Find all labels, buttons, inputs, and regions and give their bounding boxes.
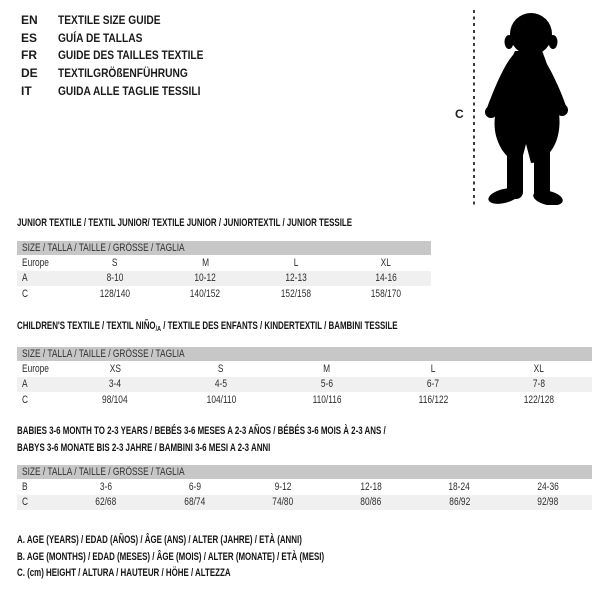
age-cell: 9-12 xyxy=(274,480,292,493)
legend-line-a: A. AGE (YEARS) / EDAD (AÑOS) / ÂGE (ANS) / ALTER (JAHRE) / ETÀ (ANNI) xyxy=(17,534,302,547)
children-size-table xyxy=(17,347,592,408)
row-label: B xyxy=(22,480,28,493)
height-cell: 74/80 xyxy=(272,496,294,509)
babies-section-title: BABIES 3-6 MONTH TO 2-3 YEARS / BEBÉS 3-6 MESES A 2-3 AÑOS / BÉBÉS 3-6 MOIS À 2-3 ANS / BABYS 3-6 MONATE BIS 2-3 JAHRE / BAMBINI 3-6 MESI A 2-3 ANNI xyxy=(17,425,386,454)
language-row-it xyxy=(21,82,229,100)
age-cell: 5-6 xyxy=(320,378,334,391)
language-row-de xyxy=(21,64,229,82)
height-cell: 92/98 xyxy=(537,496,559,509)
height-cell: 98/104 xyxy=(102,393,128,406)
table-row-europe xyxy=(17,255,431,271)
table-row-age xyxy=(17,377,592,393)
height-cell: 128/140 xyxy=(100,287,131,300)
language-code: DE xyxy=(21,66,38,81)
age-cell: 24-36 xyxy=(537,480,559,493)
junior-section-title: JUNIOR TEXTILE / TEXTIL JUNIOR/ TEXTILE JUNIOR / JUNIORTEXTIL / JUNIOR TESSILE xyxy=(17,217,353,229)
age-cell: 18-24 xyxy=(448,480,471,493)
language-code: EN xyxy=(21,12,38,27)
age-cell: 14-16 xyxy=(375,272,397,285)
language-label: GUIDA ALLE TAGLIE TESSILI xyxy=(58,84,201,99)
table-row-height xyxy=(17,286,431,302)
size-cell: XL xyxy=(380,256,391,269)
size-table-header: SIZE / TALLA / TAILLE / GRÖSSE / TAGLIA xyxy=(17,347,592,361)
language-code: ES xyxy=(21,30,38,45)
height-cell: 140/152 xyxy=(190,287,221,300)
subscript: /A xyxy=(155,324,161,333)
height-cell: 68/74 xyxy=(184,496,205,509)
row-label: Europe xyxy=(22,362,49,375)
row-label: A xyxy=(22,378,28,391)
age-cell: 12-13 xyxy=(284,272,307,285)
height-cell: 86/92 xyxy=(449,496,470,509)
size-cell: L xyxy=(430,362,436,375)
table-row-age xyxy=(17,271,431,287)
row-label: Europe xyxy=(22,256,49,269)
legend-line-b: B. AGE (MONTHS) / EDAD (MESES) / ÂGE (MOIS) / ALTER (MONATE) / ETÀ (MESI) xyxy=(17,550,325,563)
size-cell: XL xyxy=(533,362,545,375)
language-row-fr xyxy=(21,47,229,65)
legend xyxy=(17,532,444,581)
height-cell: 116/122 xyxy=(418,393,448,406)
height-cell: 152/158 xyxy=(280,287,311,300)
legend-line-c: C. (cm) HEIGHT / ALTURA / HAUTEUR / HÖHE / ALTEZZA xyxy=(17,566,231,579)
language-code: FR xyxy=(21,48,37,63)
size-cell: S xyxy=(218,362,224,375)
language-label: TEXTILE SIZE GUIDE xyxy=(58,12,161,27)
height-cell: 104/110 xyxy=(206,393,236,406)
height-cell: 62/68 xyxy=(95,496,117,509)
age-cell: 6-7 xyxy=(426,378,440,391)
age-cell: 6-9 xyxy=(188,480,201,493)
height-measure-label: C xyxy=(455,107,464,121)
language-row-en xyxy=(21,11,229,29)
row-label: C xyxy=(22,496,29,509)
age-cell: 8-10 xyxy=(106,272,124,285)
children-section-title: CHILDREN'S TEXTILE / TEXTIL $NIÑO_{/A}$ / TEXTILE DES ENFANTS / KINDERTEXTIL / BAMBINI TESSILE xyxy=(17,320,398,333)
table-row-height xyxy=(17,392,592,408)
language-code: IT xyxy=(21,84,32,99)
junior-size-table xyxy=(17,241,431,302)
row-label: C xyxy=(22,287,29,300)
row-label: C xyxy=(22,393,29,406)
age-cell: 4-5 xyxy=(214,378,228,391)
table-row-europe xyxy=(17,361,592,377)
height-cell: 110/116 xyxy=(312,393,342,406)
language-row-es xyxy=(21,29,229,47)
age-cell: 10-12 xyxy=(194,272,217,285)
size-table-header: SIZE / TALLA / TAILLE / GRÖSSE / TAGLIA xyxy=(17,465,592,479)
size-cell: XS xyxy=(109,362,121,375)
age-cell: 12-18 xyxy=(360,480,382,493)
size-table-header: SIZE / TALLA / TAILLE / GRÖSSE / TAGLIA xyxy=(17,241,431,255)
size-cell: S xyxy=(112,256,118,269)
height-cell: 80/86 xyxy=(360,496,382,509)
height-cell: 122/128 xyxy=(523,393,555,406)
toddler-silhouette-icon xyxy=(482,11,572,205)
table-row-height xyxy=(17,495,592,511)
language-list xyxy=(21,11,229,100)
row-label: A xyxy=(22,272,28,285)
size-cell: M xyxy=(323,362,331,375)
language-label: GUÍA DE TALLAS xyxy=(58,30,143,45)
age-cell: 7-8 xyxy=(532,378,546,391)
size-cell: M xyxy=(201,256,209,269)
table-row-age-months xyxy=(17,479,592,495)
height-cell: 158/170 xyxy=(370,287,401,300)
height-dashed-line xyxy=(473,10,475,207)
age-cell: 3-6 xyxy=(100,480,113,493)
language-label: GUIDE DES TAILLES TEXTILE xyxy=(58,48,204,63)
age-cell: 3-4 xyxy=(108,378,122,391)
babies-size-table xyxy=(17,465,592,510)
language-label: TEXTILGRÖßENFÜHRUNG xyxy=(58,66,188,81)
size-cell: L xyxy=(293,256,298,269)
